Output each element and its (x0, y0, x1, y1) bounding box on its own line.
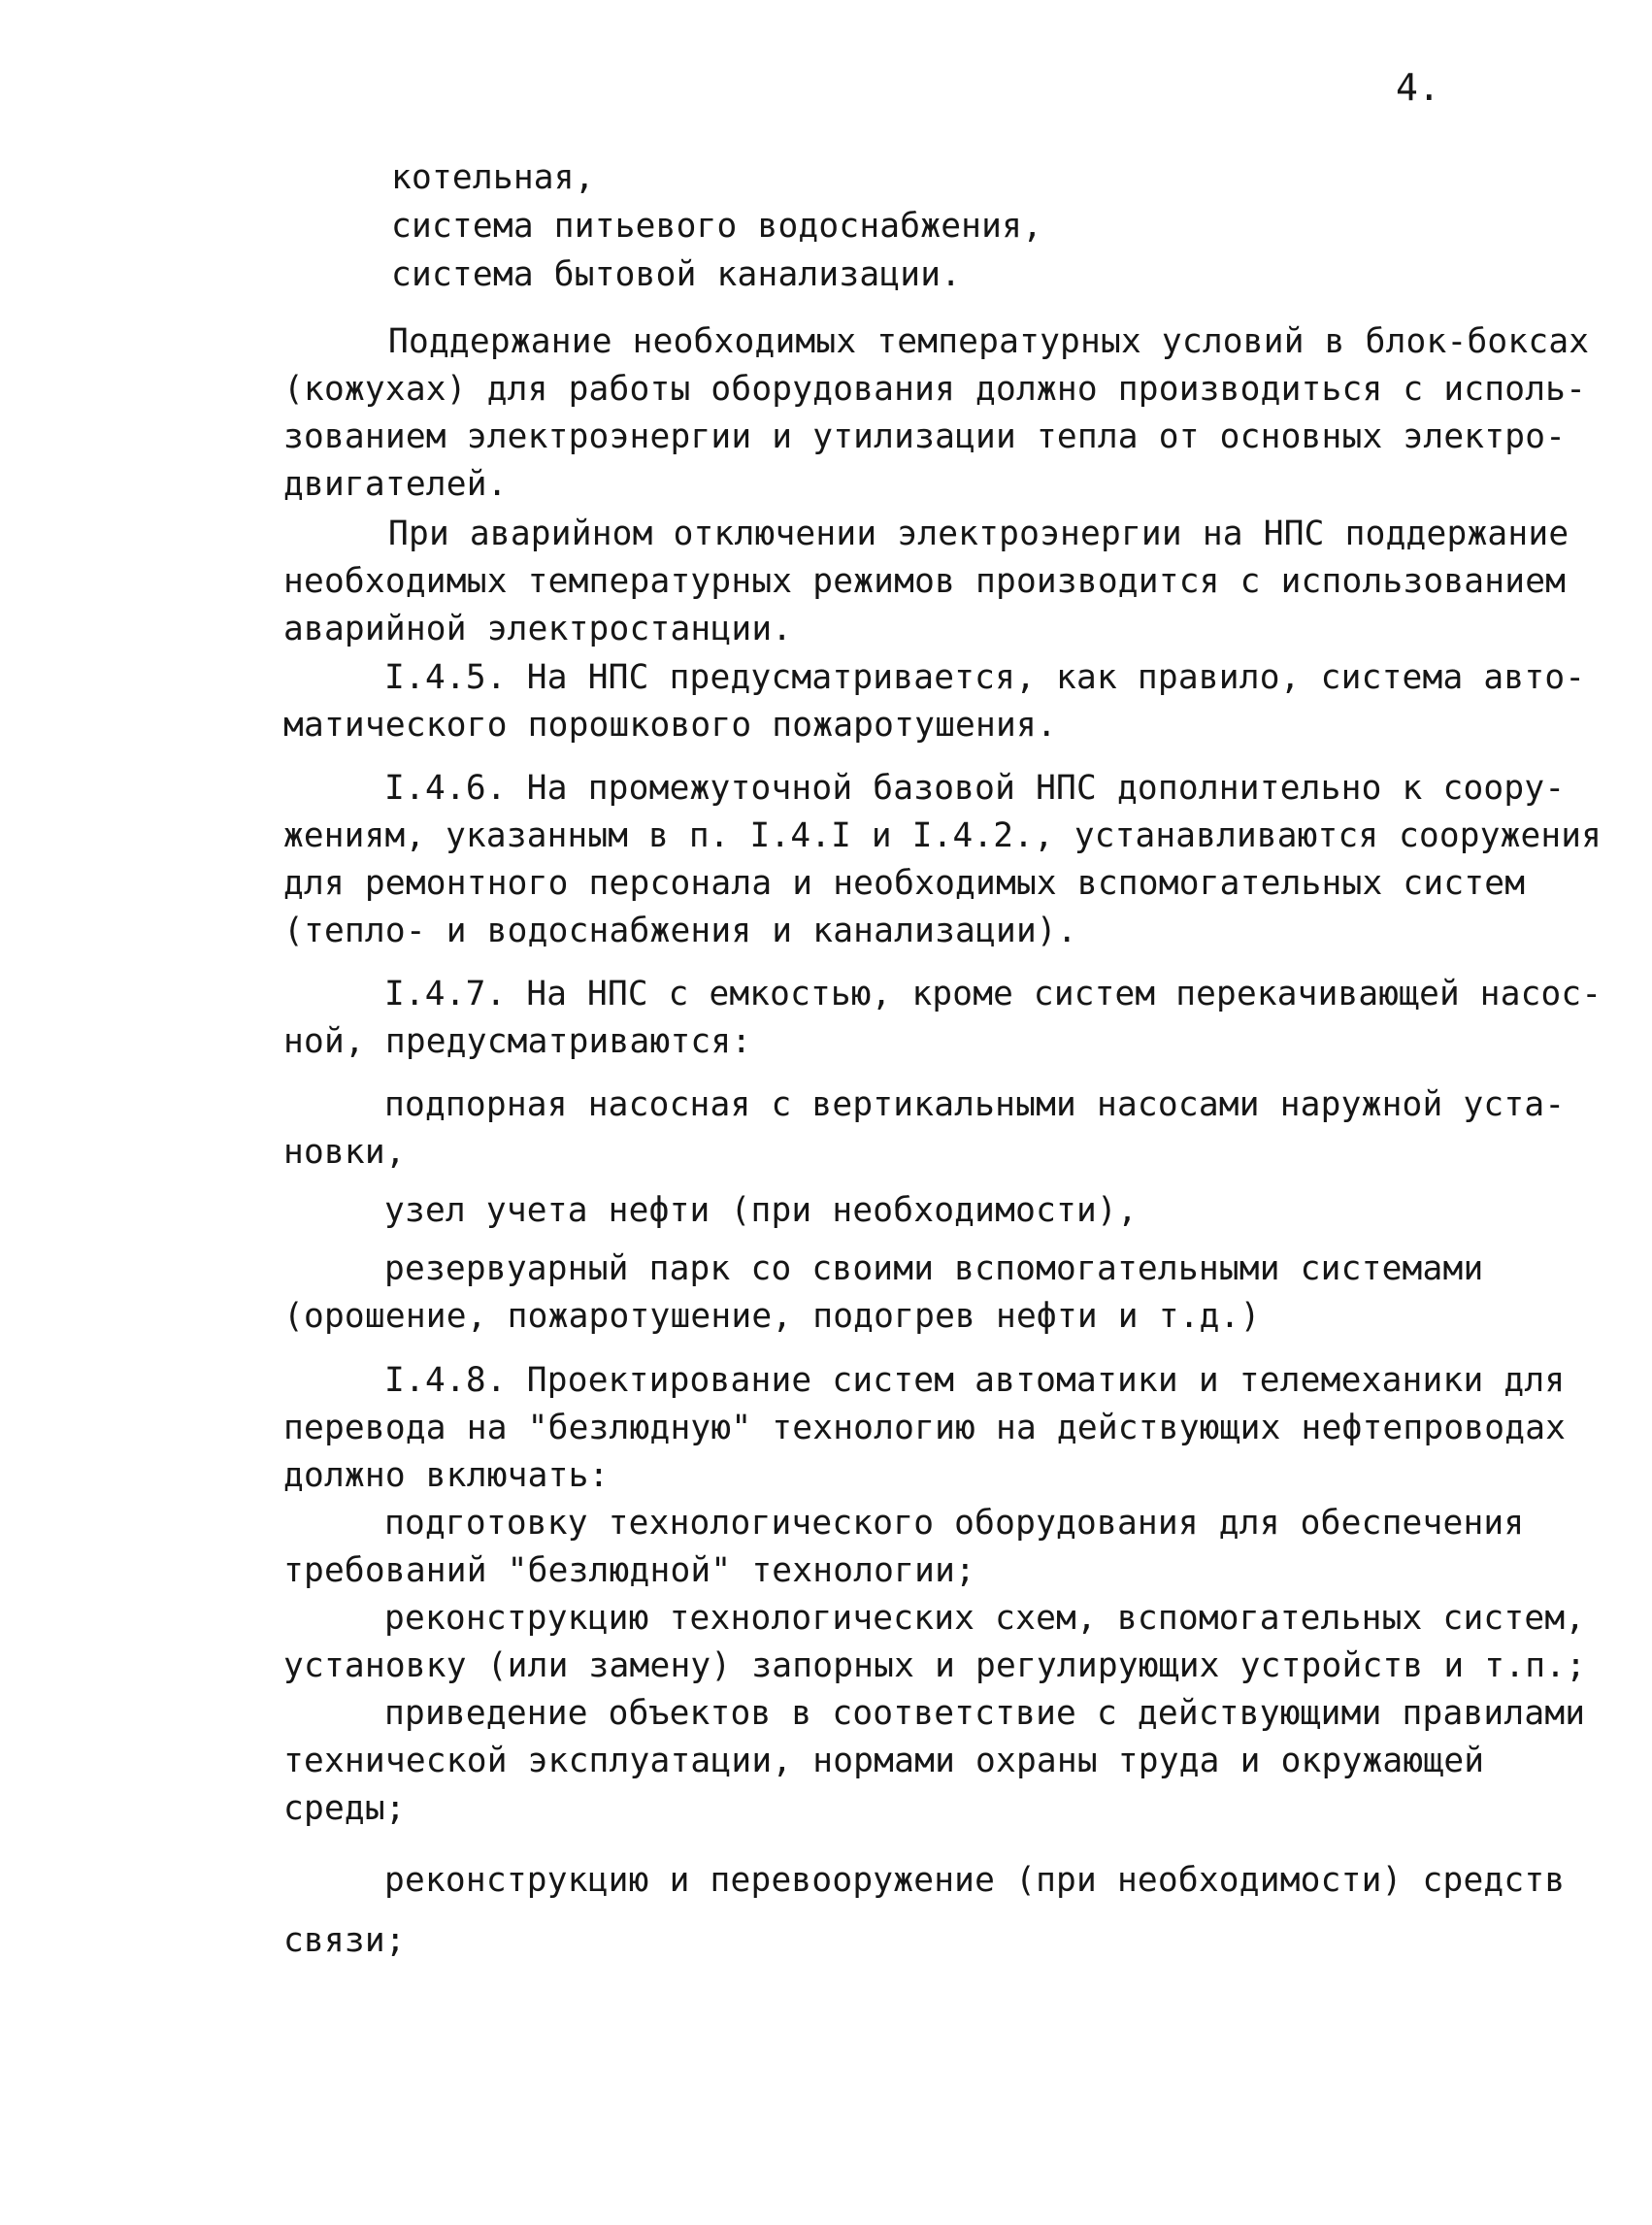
text-line: (кожухах) для работы оборудования должно производиться с исполь- (283, 370, 1587, 409)
list-item: среды; (283, 1789, 406, 1828)
text-line: I.4.7. На НПС с емкостью, кроме систем перекачивающей насос- (384, 975, 1602, 1013)
text-line: система бытовой канализации. (391, 255, 962, 294)
list-item: реконструкцию технологических схем, вспомогательных систем, (384, 1599, 1586, 1638)
list-item: (орошение, пожаротушение, подогрев нефти и т.д.) (283, 1297, 1261, 1336)
text-line: система питьевого водоснабжения, (391, 207, 1043, 246)
list-item: требований "безлюдной" технологии; (283, 1551, 976, 1590)
list-item: узел учета нефти (при необходимости), (384, 1191, 1138, 1230)
text-line: зованием электроэнергии и утилизации тепла от основных электро- (283, 417, 1567, 456)
list-item: установку (или замену) запорных и регулирующих устройств и т.п.; (283, 1646, 1587, 1685)
text-line: перевода на "безлюдную" технологию на действующих нефтепроводах (283, 1409, 1567, 1447)
text-line: жениям, указанным в п. I.4.I и I.4.2., устанавливаются сооружения (283, 816, 1602, 855)
page-number: 4. (1396, 66, 1440, 109)
text-line: Поддержание необходимых температурных условий в блок-боксах (388, 322, 1590, 361)
text-line: для ремонтного персонала и необходимых вспомогательных систем (283, 864, 1526, 903)
text-line: I.4.6. На промежуточной базовой НПС дополнительно к соору- (384, 769, 1566, 808)
text-line: (тепло- и водоснабжения и канализации). (283, 912, 1077, 950)
list-item: подпорная насосная с вертикальными насосами наружной уста- (384, 1085, 1566, 1124)
text-line: необходимых температурных режимов производится с использованием (283, 562, 1567, 601)
text-line: I.4.8. Проектирование систем автоматики и телемеханики для (384, 1361, 1566, 1400)
text-line: матического порошкового пожаротушения. (283, 706, 1057, 745)
list-item: технической эксплуатации, нормами охраны труда и окружающей (283, 1742, 1485, 1780)
text-line: котельная, (391, 158, 595, 197)
text-line: При аварийном отключении электроэнергии на НПС поддержание (388, 515, 1569, 553)
text-line: аварийной электростанции. (283, 610, 793, 648)
list-item: приведение объектов в соответствие с действующими правилами (384, 1694, 1586, 1733)
text-line: ной, предусматриваются: (283, 1022, 752, 1061)
text-line: должно включать: (283, 1456, 610, 1495)
list-item: новки, (283, 1133, 406, 1172)
list-item: подготовку технологического оборудования для обеспечения (384, 1504, 1525, 1543)
list-item: резервуарный парк со своими вспомогательными системами (384, 1249, 1484, 1288)
list-item: связи; (283, 1921, 406, 1960)
list-item: реконструкцию и перевооружение (при необходимости) средств (384, 1861, 1566, 1900)
text-line: I.4.5. На НПС предусматривается, как правило, система авто- (384, 658, 1586, 697)
text-line: двигателей. (283, 465, 508, 504)
